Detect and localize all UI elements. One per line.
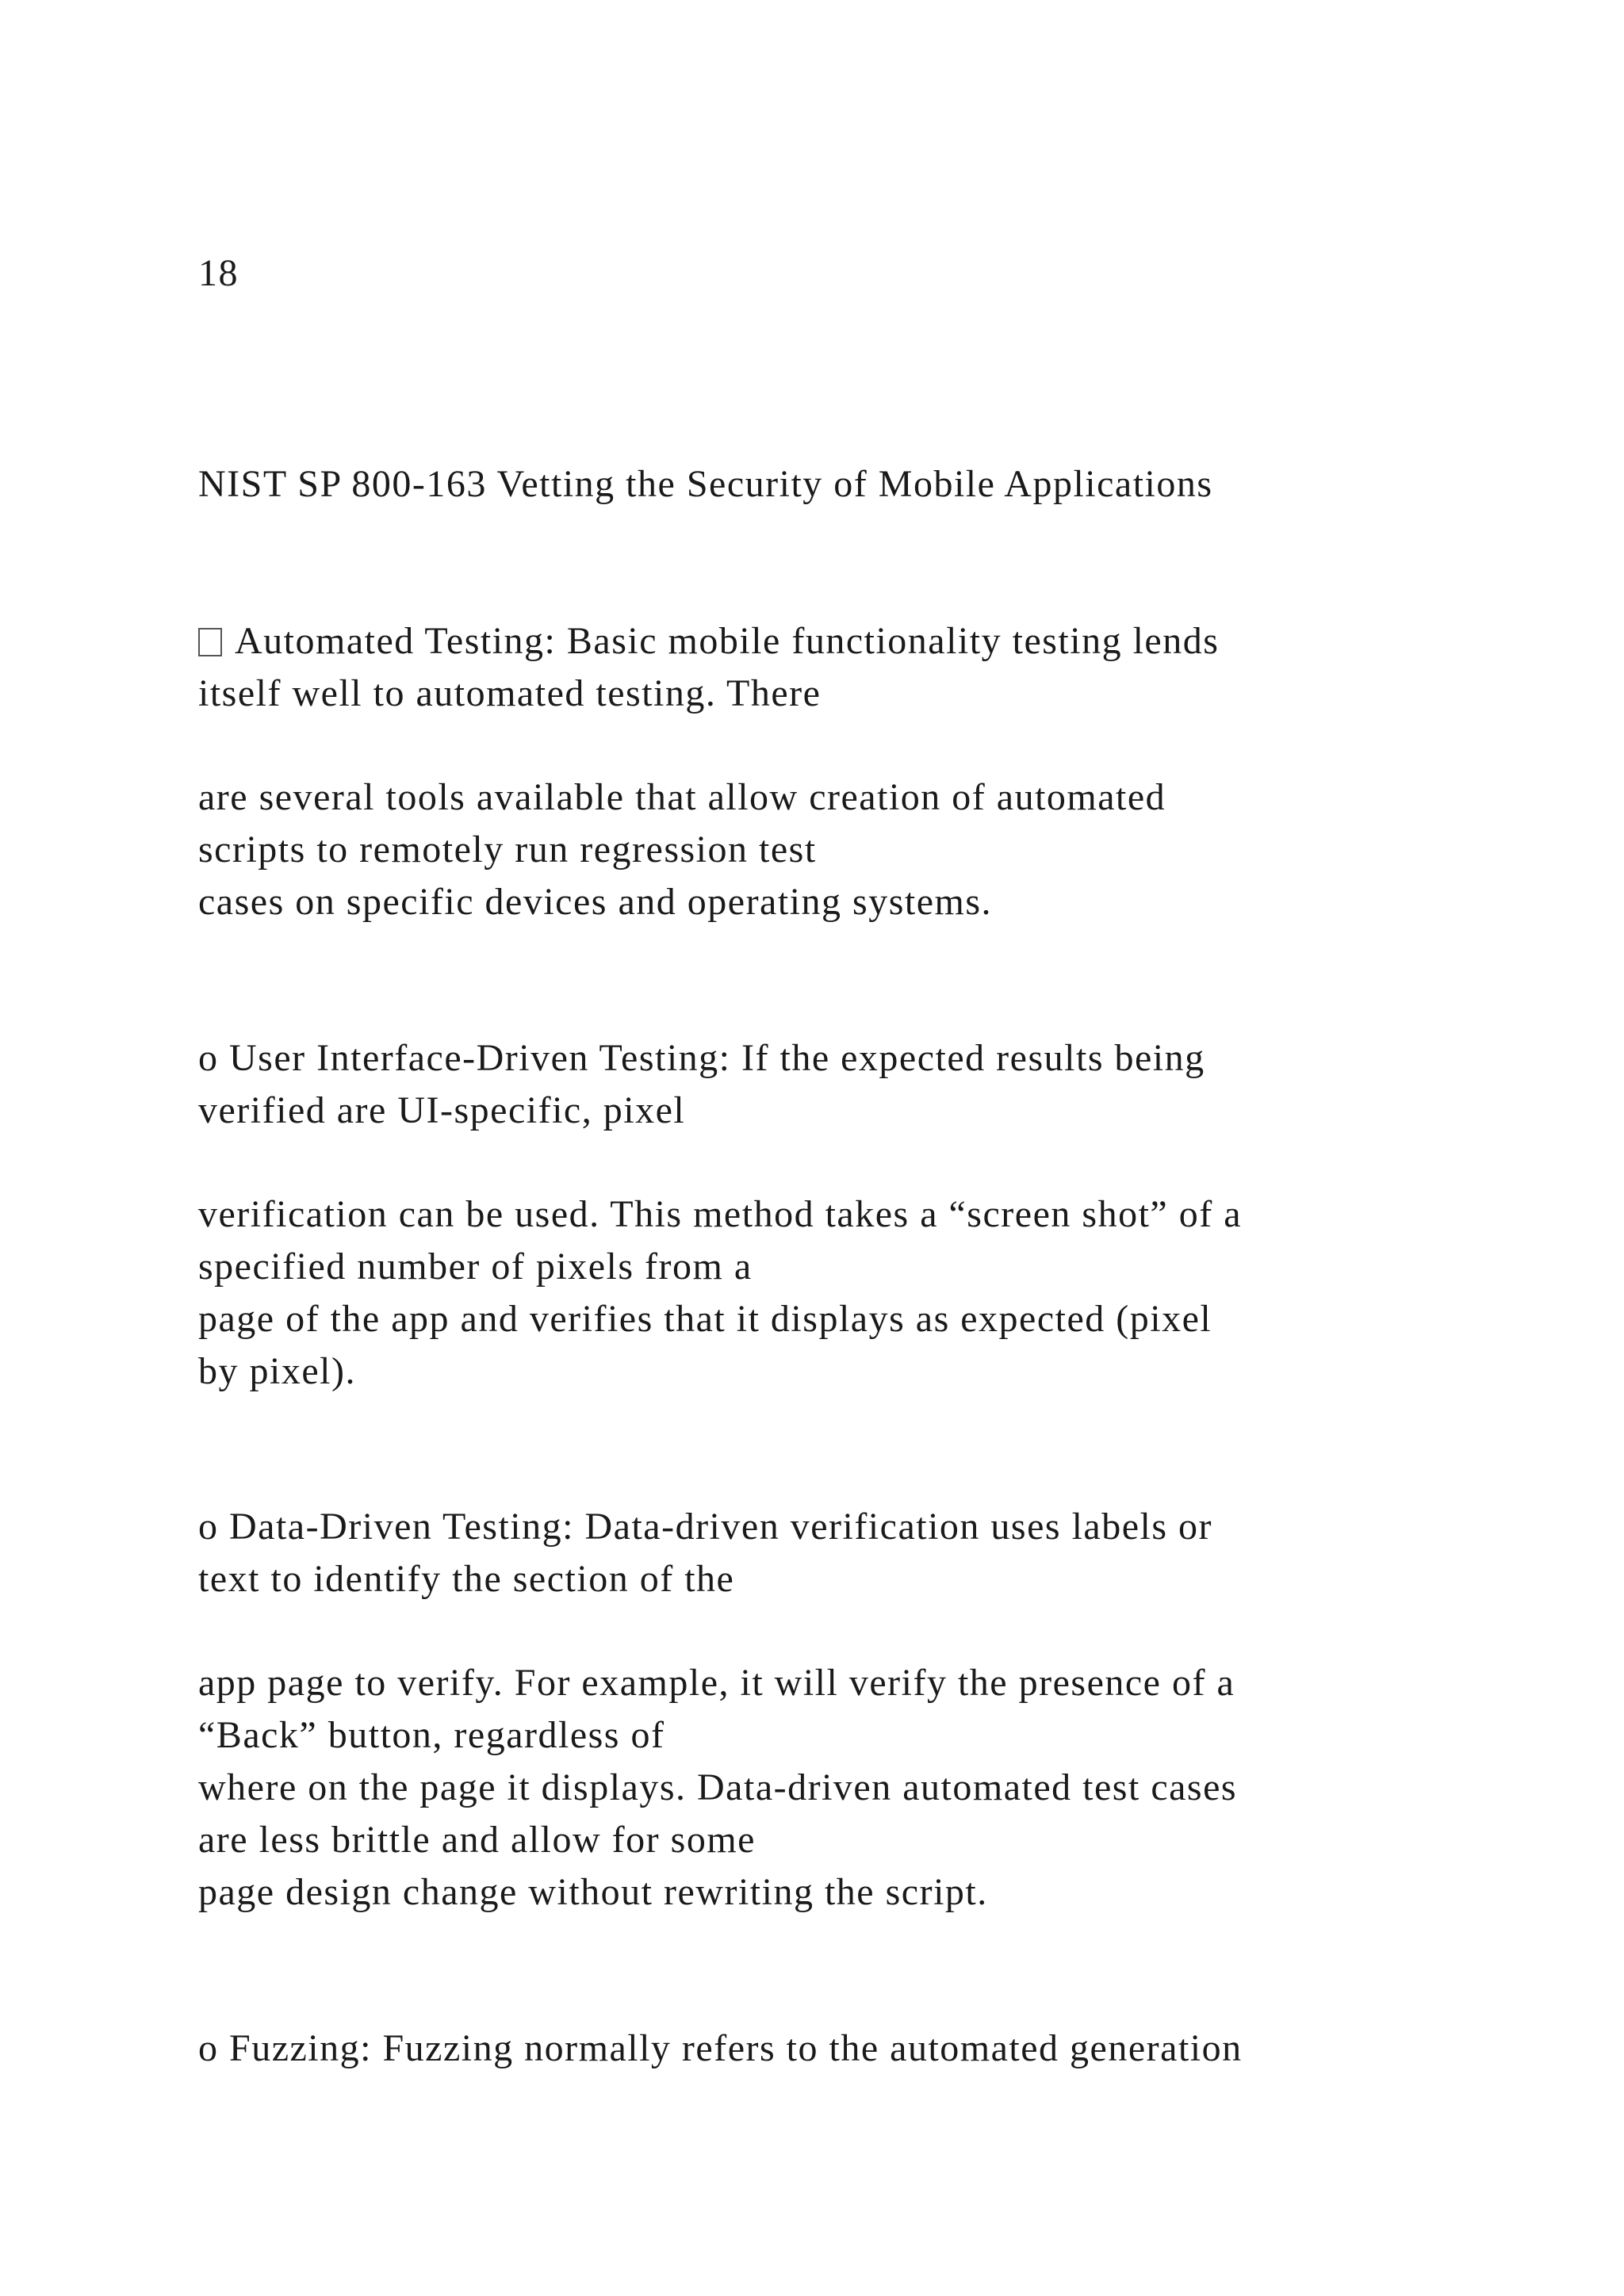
document-title: NIST SP 800-163 Vetting the Security of Mobile Applications xyxy=(198,463,1213,505)
paragraph-line: o User Interface-Driven Testing: If the expected results being xyxy=(198,1037,1205,1079)
paragraph-line: page design change without rewriting the script. xyxy=(198,1871,988,1913)
paragraph-line: verification can be used. This method takes a “screen shot” of a xyxy=(198,1193,1242,1235)
paragraph-line: itself well to automated testing. There xyxy=(198,672,822,714)
paragraph-line: specified number of pixels from a xyxy=(198,1246,753,1288)
paragraph-line: text to identify the section of the xyxy=(198,1558,735,1600)
paragraph-line: Automated Testing: Basic mobile functionality testing lends xyxy=(198,615,1219,668)
paragraph-line: o Data-Driven Testing: Data-driven verification uses labels or xyxy=(198,1506,1213,1548)
paragraph-line: app page to verify. For example, it will verify the presence of a xyxy=(198,1662,1235,1704)
paragraph-line: page of the app and verifies that it displays as expected (pixel xyxy=(198,1298,1212,1340)
page-number: 18 xyxy=(198,252,239,294)
paragraph-line: are several tools available that allow creation of automated xyxy=(198,776,1166,818)
paragraph-line: where on the page it displays. Data-driven automated test cases xyxy=(198,1766,1238,1808)
paragraph-line: scripts to remotely run regression test xyxy=(198,828,817,871)
paragraph-line: are less brittle and allow for some xyxy=(198,1819,756,1861)
paragraph-line: verified are UI-specific, pixel xyxy=(198,1089,686,1131)
paragraph-line: by pixel). xyxy=(198,1350,356,1392)
paragraph-line: o Fuzzing: Fuzzing normally refers to the automated generation xyxy=(198,2027,1243,2069)
paragraph-line: “Back” button, regardless of xyxy=(198,1714,665,1756)
paragraph-line: cases on specific devices and operating systems. xyxy=(198,881,993,923)
missing-glyph-icon xyxy=(198,628,222,656)
